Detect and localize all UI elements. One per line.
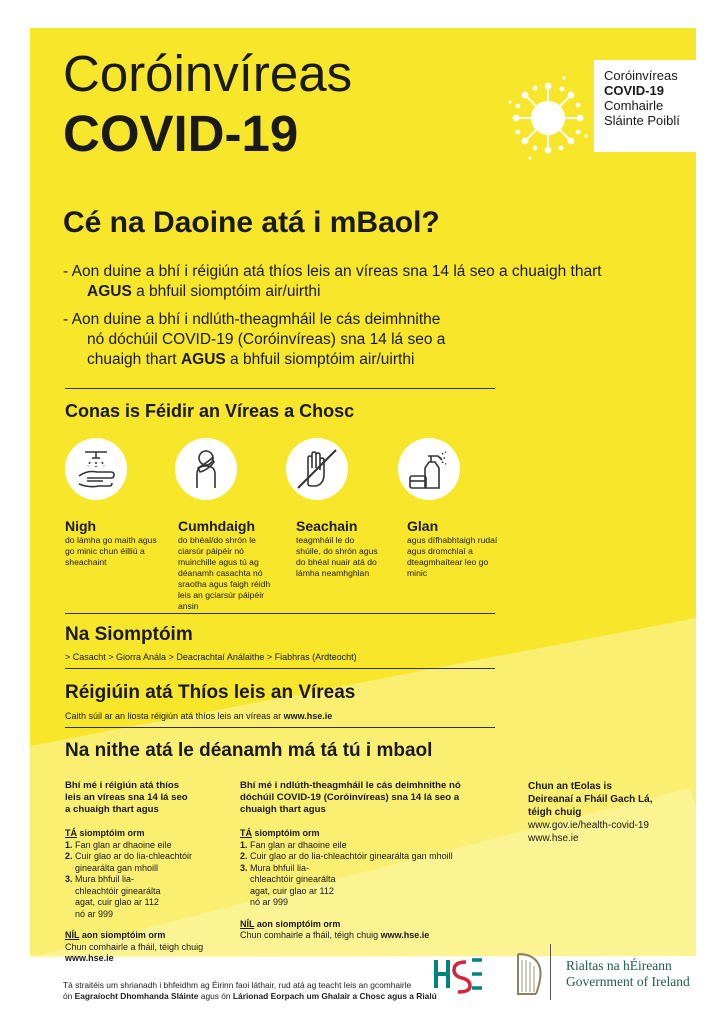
col1-step3a: Mura bhfuil lia- (75, 874, 135, 884)
col2-no-rest: aon siomptóim orm (254, 918, 341, 929)
prevention-cumhdaigh-title: Cumhdaigh (178, 518, 255, 534)
divider (65, 613, 495, 614)
col2-no-symptoms (240, 919, 500, 931)
logo-divider (550, 944, 551, 1000)
risk-b1-rest: a bhfuil siomptóim air/uirthi (131, 283, 321, 300)
risk-b2-line1: - Aon duine a bhí i ndlúth-theagmháil le cás deimhnithe (63, 311, 441, 328)
hse-covid-badge (594, 60, 704, 152)
col1-has-symptoms (65, 828, 225, 840)
col2-steps (240, 840, 500, 909)
prevention-nigh (65, 518, 177, 568)
regions-link[interactable]: www.hse.ie (283, 711, 333, 721)
prevention-seachain-text: teagmháil le do shúile, do shrón agus do bhéal nuair atá do lámha neamhghlan (296, 535, 378, 578)
list-item: 3. Mura bhfuil lia- chleachtóir ginearálta agat, cuir glao ar 112 nó ar 999 (65, 874, 161, 919)
col1-step3d: nó ar 999 (75, 908, 114, 919)
info-head3: téigh chuig (528, 807, 582, 818)
cough-elbow-icon (175, 438, 237, 500)
badge-line3: Comhairle (604, 98, 664, 113)
prevention-glan-text: agus dífhabhtaigh rudaí agus dromchlaí a dteagmhaítear leo go minic (407, 535, 498, 578)
col1-steps (65, 840, 225, 921)
prevention-cumhdaigh-text: do bhéal/do shrón le ciarsúr páipéir nó muinchille agus tú ag déanamh casachta nó sraotha agus faigh réidh leis an gciarsúr páipéir ansin (178, 535, 271, 611)
hse-logo (432, 952, 484, 996)
badge-line1: Coróinvíreas (604, 68, 678, 83)
risk-b2-rest: a bhfuil siomptóim air/uirthi (225, 351, 415, 368)
badge-line4: Sláinte Poiblí (604, 113, 680, 128)
col1-step2a: Cuir glao ar do lia-chleachtóir (75, 851, 193, 861)
info-head2: Deireanaí a Fháil Gach Lá, (528, 794, 653, 805)
title-coroinvireas: Coróinvíreas (63, 45, 353, 102)
footer-l2a: ón (63, 991, 75, 1001)
spray-clean-icon (398, 438, 460, 500)
footer-text (63, 980, 437, 1002)
prevention-seachain (296, 518, 408, 579)
government-of-ireland-logo (566, 958, 690, 990)
list-item: 3. Mura bhfuil lia- chleachtóir ginearálta agat, cuir glao ar 112 nó ar 999 (240, 862, 336, 907)
divider (65, 668, 495, 669)
col2-step3b: chleachtóir ginearálta (250, 874, 336, 884)
col2-ta: TÁ (240, 828, 252, 838)
list-item: 1. Fan glan ar dhaoine eile (240, 839, 347, 850)
col1-step2b: ginearálta gan mhoill (75, 862, 159, 873)
poster (30, 28, 696, 963)
col2-step2: Cuir glao ar do lia-chleachtóir ginearálta gan mhoill (250, 851, 453, 861)
col2-has-symptoms (240, 828, 500, 840)
footer-ecdc: Lárionad Eorpach um Ghalair a Chosc agus a Rialú (232, 991, 437, 1001)
prevention-heading: Conas is Féidir an Víreas a Chosc (65, 401, 355, 421)
col2-head2: dóchúil COVID-19 (Coróinvíreas) sna 14 lá seo a (240, 792, 460, 803)
risk-b1-line1: - Aon duine a bhí i réigiún atá thíos leis an víreas sna 14 lá seo a chuaigh thart (63, 263, 602, 280)
footer-l2c: agus ón (198, 991, 233, 1001)
info-column (528, 780, 678, 845)
col1-has-rest: siomptóim orm (77, 828, 145, 838)
gov-english: Government of Ireland (566, 974, 690, 989)
gov-irish: Rialtas na hÉireann (566, 958, 672, 973)
harp-emblem-icon (510, 950, 544, 998)
regions-heading: Réigiúin atá Thíos leis an Víreas (65, 682, 356, 703)
symptoms-heading: Na Siomptóim (65, 624, 193, 645)
virus-icon (502, 72, 594, 164)
regions-text: Caith súil ar an liosta réigiún atá thíos leis an víreas ar (65, 711, 284, 721)
risk-b2-agus: AGUS (180, 351, 226, 368)
col2-no-line (240, 930, 500, 942)
todo-col-region (65, 780, 225, 965)
badge-line2: COVID-19 (604, 83, 664, 98)
risk-bullet-1 (63, 262, 633, 302)
risk-b2-line2: nó dóchúil COVID-19 (Coróinvíreas) sna 14 lá seo a (87, 331, 446, 348)
col1-hse-link[interactable]: www.hse.ie (65, 953, 114, 963)
footer-line1: Tá straitéis um shrianadh i bhfeidhm ag Éirinn faoi láthair, rud atá ag teacht leis an gcomhairle (63, 980, 412, 990)
divider (65, 388, 495, 389)
col1-nil: NÍL (65, 930, 80, 940)
regions-line (65, 711, 332, 721)
col1-no-rest: aon siomptóim orm (79, 930, 166, 940)
col2-step3c: agat, cuir glao ar 112 (250, 885, 334, 896)
list-item: 2. Cuir glao ar do lia-chleachtóir ginearálta gan mhoill (240, 851, 453, 861)
prevention-nigh-title: Nigh (65, 518, 97, 534)
hse-link[interactable]: www.hse.ie (528, 833, 579, 844)
divider (65, 727, 495, 728)
gov-link[interactable]: www.gov.ie/health-covid-19 (528, 820, 649, 831)
footer-line2 (63, 991, 437, 1002)
risk-heading: Cé na Daoine atá i mBaol? (63, 206, 440, 239)
risk-b2-line3a: chuaigh thart (87, 351, 181, 368)
risk-bullets (63, 262, 633, 378)
col1-no-text: Chun comhairle a fháil, téigh chuig (65, 941, 204, 952)
title-covid19: COVID-19 (63, 105, 299, 162)
col2-hse-link[interactable]: www.hse.ie (380, 930, 430, 940)
col2-no-text: Chun comhairle a fháil, téigh chuig (240, 930, 381, 940)
info-head1: Chun an tEolas is (528, 781, 612, 792)
symptoms-list: > Casacht > Giorra Anála > Deacrachtaí Análaithe > Fiabhras (Ardteocht) (65, 652, 357, 662)
col1-ta: TÁ (65, 828, 77, 838)
list-item: 1. Fan glan ar dhaoine eile (65, 839, 172, 850)
col1-step3c: agat, cuir glao ar 112 (75, 897, 159, 907)
prevention-nigh-text: do lámha go maith agus go minic chun éilliú a sheachaint (65, 535, 157, 567)
col1-head2: leis an víreas sna 14 lá seo (65, 792, 188, 803)
col2-step1: Fan glan ar dhaoine eile (250, 839, 347, 850)
col1-step3b: chleachtóir ginearálta (75, 885, 161, 896)
col1-step1: Fan glan ar dhaoine eile (75, 839, 172, 850)
list-item: 2. Cuir glao ar do lia-chleachtóir ginearálta gan mhoill (65, 851, 193, 873)
col1-no-symptoms (65, 930, 225, 942)
col2-step3a: Mura bhfuil lia- (250, 862, 310, 873)
prevention-glan (407, 518, 519, 579)
prevention-seachain-title: Seachain (296, 518, 358, 534)
prevention-glan-title: Glan (407, 518, 439, 534)
col1-head1: Bhí mé i réigiún atá thíos (65, 780, 180, 791)
col2-step3d: nó ar 999 (250, 897, 289, 907)
prevention-cumhdaigh (178, 518, 290, 612)
todo-col-contact (240, 780, 500, 942)
col1-head3: a chuaigh thart agus (65, 804, 159, 815)
footer-who: Eagraíocht Dhomhanda Sláinte (74, 991, 199, 1001)
col2-has-rest: siomptóim orm (252, 828, 320, 838)
col2-nil: NÍL (240, 918, 255, 929)
col2-head1: Bhí mé i ndlúth-theagmháil le cás deimhnithe nó (240, 780, 461, 791)
todo-heading: Na nithe atá le déanamh má tá tú i mbaol (65, 740, 433, 761)
no-touch-face-icon (286, 438, 348, 500)
risk-b1-agus: AGUS (87, 283, 132, 300)
col2-head3: chuaigh thart agus (240, 804, 326, 815)
risk-bullet-2 (63, 310, 633, 370)
handwash-icon (65, 438, 127, 500)
